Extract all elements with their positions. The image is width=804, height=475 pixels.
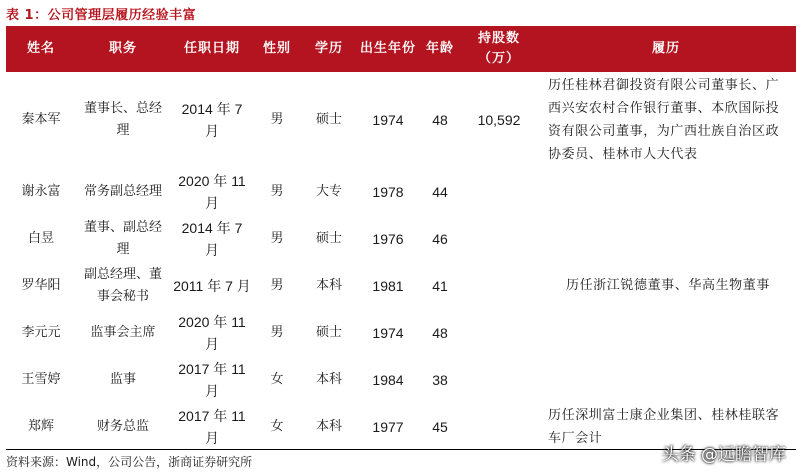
cell-start-date: 2011 年 7 月 — [173, 277, 251, 294]
cell-shares — [462, 262, 536, 309]
cell-birth-year: 1974 — [372, 112, 404, 128]
header-education: 学历 — [300, 26, 358, 72]
cell-education: 硕士 — [315, 230, 342, 246]
table-row — [6, 356, 796, 403]
cell-birth-year: 1978 — [372, 183, 404, 200]
cell-start-date: 2014 年 7 月 — [181, 101, 243, 139]
cell-name: 秦本军 — [21, 112, 61, 127]
table-title: 表 1：公司管理层履历经验丰富 — [6, 8, 197, 23]
cell-gender: 男 — [270, 324, 284, 340]
cell-shares: 10,592 — [477, 112, 521, 128]
cell-position: 董事、副总经理 — [83, 219, 162, 257]
header-start-date: 任职日期 — [170, 26, 254, 72]
cell-education: 硕士 — [315, 112, 342, 127]
cell-resume: 历任浙江锐德董事、华高生物董事 — [565, 278, 770, 293]
table-row — [6, 262, 796, 309]
cell-birth-year: 1981 — [372, 277, 404, 294]
cell-gender: 男 — [270, 277, 284, 293]
cell-gender: 女 — [270, 418, 284, 434]
header-birth-year: 出生年份 — [358, 26, 418, 72]
cell-resume-empty — [536, 309, 796, 356]
cell-age: 45 — [432, 418, 448, 435]
cell-birth-year: 1977 — [372, 418, 404, 435]
cell-education: 本科 — [315, 371, 342, 387]
header-shares: 持股数（万） — [462, 26, 536, 72]
table-row — [6, 215, 796, 262]
cell-resume: 历任桂林君御投资有限公司董事长、广西兴安农村合作银行董事、本欣国际投资有限公司董事，为广西壮族自治区政协委员、桂林市人大代表 — [548, 78, 780, 162]
cell-shares — [462, 309, 536, 356]
cell-resume: 历任深圳富士康企业集团、桂林桂联客车厂会计 — [548, 407, 780, 446]
header-position: 职务 — [76, 26, 170, 72]
header-resume: 履历 — [536, 26, 796, 72]
cell-name: 罗华阳 — [21, 277, 61, 293]
cell-start-date: 2020 年 11 月 — [178, 172, 246, 211]
cell-age: 38 — [432, 371, 448, 388]
cell-name: 李元元 — [21, 324, 61, 340]
cell-start-date: 2014 年 7 月 — [181, 219, 243, 258]
cell-birth-year: 1976 — [372, 230, 404, 247]
cell-name: 王雪婷 — [21, 371, 61, 387]
cell-position: 副总经理、董事会秘书 — [83, 266, 162, 304]
cell-gender: 男 — [270, 112, 284, 127]
cell-start-date: 2020 年 11 月 — [178, 313, 246, 352]
cell-gender: 男 — [270, 230, 284, 246]
header-age: 年龄 — [418, 26, 462, 72]
cell-resume-empty — [536, 356, 796, 403]
cell-resume-empty — [536, 215, 796, 262]
cell-position: 财务总监 — [96, 418, 149, 434]
table-row — [6, 72, 796, 168]
cell-position: 常务副总经理 — [83, 183, 162, 199]
cell-name: 郑辉 — [27, 418, 54, 434]
header-name: 姓名 — [6, 26, 76, 72]
cell-shares — [462, 403, 536, 450]
management-table — [6, 26, 796, 450]
cell-name: 谢永富 — [21, 183, 61, 199]
cell-age: 41 — [432, 277, 448, 294]
cell-position: 监事 — [109, 371, 136, 387]
table-row — [6, 168, 796, 215]
header-gender: 性别 — [254, 26, 300, 72]
cell-education: 本科 — [315, 277, 342, 293]
source-note: 资料来源：Wind，公司公告，浙商证券研究所 — [6, 449, 796, 470]
cell-start-date: 2017 年 11 月 — [178, 407, 246, 446]
cell-gender: 女 — [270, 371, 284, 387]
cell-education: 硕士 — [315, 324, 342, 340]
cell-age: 44 — [432, 183, 448, 200]
cell-age: 48 — [432, 324, 448, 341]
watermark: 头条 @远瞻智库 — [661, 445, 786, 465]
cell-education: 本科 — [315, 418, 342, 434]
cell-birth-year: 1984 — [372, 371, 404, 388]
cell-shares — [462, 168, 536, 215]
cell-birth-year: 1974 — [372, 324, 404, 341]
cell-start-date: 2017 年 11 月 — [178, 360, 246, 399]
cell-shares — [462, 356, 536, 403]
cell-gender: 男 — [270, 183, 284, 199]
cell-position: 监事会主席 — [90, 324, 156, 340]
cell-age: 46 — [432, 230, 448, 247]
cell-education: 大专 — [315, 183, 342, 199]
cell-age: 48 — [432, 112, 448, 128]
cell-position: 董事长、总经理 — [83, 101, 162, 138]
cell-shares — [462, 215, 536, 262]
cell-name: 白昱 — [27, 230, 54, 246]
cell-resume-empty — [536, 168, 796, 215]
table-row — [6, 309, 796, 356]
header-row — [6, 26, 796, 72]
